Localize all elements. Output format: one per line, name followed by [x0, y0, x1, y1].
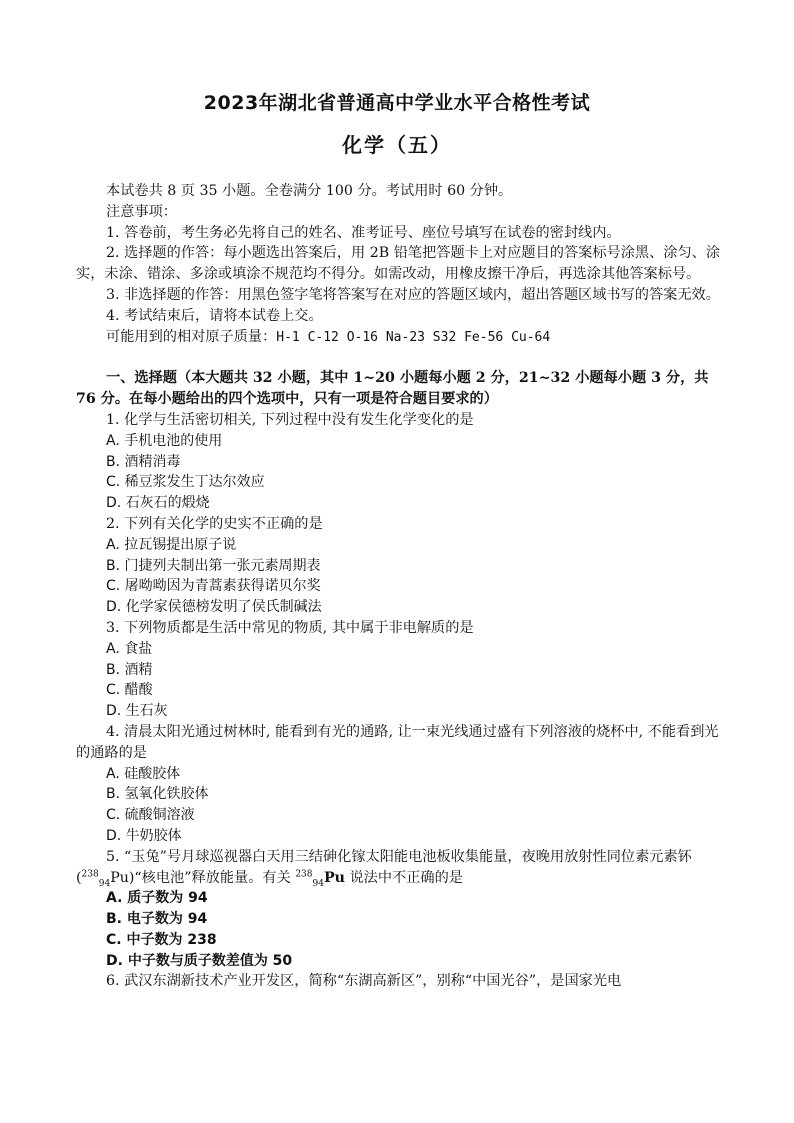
option-c: C. 稀豆浆发生丁达尔效应	[106, 474, 265, 491]
option-a: A. 质子数为 94	[106, 890, 208, 907]
option-b: B. 门捷列夫制出第一张元素周期表	[106, 557, 321, 574]
q5-stem-part-c: 说法中不正确的是	[344, 869, 463, 886]
notice-item-3: 3. 非选择题的作答：用黑色签字笔将答案写在对应的答题区域内，超出答题区域书写的答案无效。	[106, 286, 720, 303]
isotope-symbol: Pu	[323, 869, 345, 886]
option-b: B. 氢氧化铁胶体	[106, 786, 209, 803]
intro-line: 本试卷共 8 页 35 小题。全卷满分 100 分。考试用时 60 分钟。	[106, 183, 513, 199]
option-b: B. 电子数为 94	[106, 911, 208, 928]
option-d: D. 化学家侯德榜发明了侯氏制碱法	[106, 599, 322, 616]
question-stem: 2. 下列有关化学的史实不正确的是	[106, 515, 323, 532]
option-c: C. 中子数为 238	[106, 931, 217, 948]
isotope-mass-number: 238	[295, 868, 313, 879]
atomic-masses	[76, 327, 726, 349]
option-c: C. 硫酸铜溶液	[106, 807, 195, 824]
option-a: A. 硅酸胶体	[106, 765, 181, 782]
q5-stem-part-b: )“核电池”释放能量。有关	[128, 869, 296, 886]
question-stem: 6. 武汉东湖新技术产业开发区，简称“东湖高新区”，别称“中国光谷”，是国家光电	[106, 973, 622, 990]
isotope-symbol: Pu	[110, 869, 129, 886]
question-stem	[76, 847, 726, 889]
option-d: D. 石灰石的煅烧	[106, 495, 210, 512]
q5-stem-part-a: 5. “玉兔”号月球巡视器白天用三结砷化镓太阳能电池板收集能量，夜晚用放射性同位素元素钚(	[76, 848, 692, 886]
notice-heading: 注意事项：	[106, 203, 177, 220]
option-c: C. 屠呦呦因为青蒿素获得诺贝尔奖	[106, 578, 321, 595]
option-a: A. 手机电池的使用	[106, 432, 223, 449]
option-d: D. 中子数与质子数差值为 50	[106, 952, 293, 969]
section-heading: 一、选择题（本大题共 32 小题，其中 1~20 小题每小题 2 分，21~32 小题每小题 3 分，共 76 分。在每小题给出的四个选项中，只有一项是符合题目要求的）	[76, 370, 709, 408]
notice-item-2: 2. 选择题的作答：每小题选出答案后，用 2B 铅笔把答题卡上对应题目的答案标号涂黑、涂匀、涂实，未涂、错涂、多涂或填涂不规范均不得分。如需改动，用橡皮擦干净后，再选涂其他答案标号。	[76, 245, 721, 283]
notice-item-4: 4. 考试结束后，请将本试卷上交。	[106, 307, 323, 324]
isotope-mass-number: 238	[81, 868, 99, 879]
option-a: A. 食盐	[106, 640, 153, 657]
notice-item-1: 1. 答卷前，考生务必先将自己的姓名、准考证号、座位号填写在试卷的密封线内。	[106, 224, 621, 241]
atomic-masses-label: 可能用到的相对原子质量：	[106, 328, 277, 345]
question-stem: 4. 清晨太阳光通过树林时, 能看到有光的通路, 让一束光线通过盛有下列溶液的烧杯中, 不能看到光的通路的是	[76, 723, 719, 761]
exam-subject: 化学（五）	[342, 133, 452, 157]
option-a: A. 拉瓦锡提出原子说	[106, 536, 237, 553]
exam-title: 2023年湖北省普通高中学业水平合格性考试	[203, 92, 591, 114]
isotope-atomic-number: 94	[312, 878, 324, 889]
option-d: D. 生石灰	[106, 703, 168, 720]
option-c: C. 醋酸	[106, 682, 153, 699]
option-b: B. 酒精消毒	[106, 453, 181, 470]
option-b: B. 酒精	[106, 661, 153, 678]
atomic-masses-values: H-1 C-12 O-16 Na-23 S32 Fe-56 Cu-64	[276, 329, 551, 345]
isotope-atomic-number: 94	[98, 878, 111, 889]
question-stem: 1. 化学与生活密切相关, 下列过程中没有发生化学变化的是	[106, 411, 474, 428]
option-d: D. 牛奶胶体	[106, 827, 182, 844]
question-stem: 3. 下列物质都是生活中常见的物质, 其中属于非电解质的是	[106, 619, 474, 636]
exam-body	[76, 181, 726, 992]
